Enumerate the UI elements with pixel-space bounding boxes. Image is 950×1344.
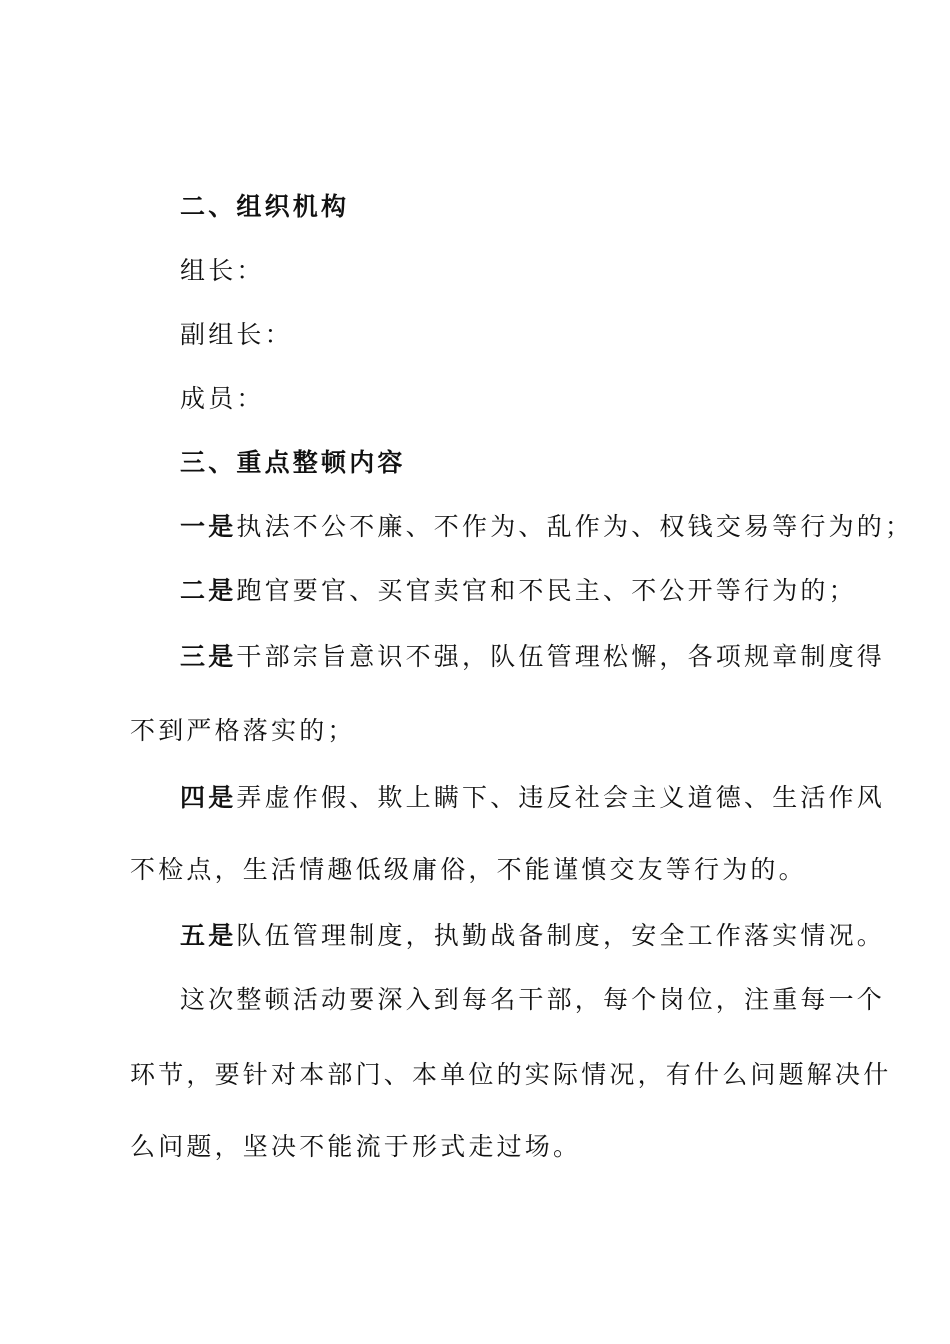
- section-heading-key-content: 三、重点整顿内容: [180, 448, 406, 477]
- item-five-text: 队伍管理制度，执勤战备制度，安全工作落实情况。: [236, 921, 886, 950]
- closing-paragraph-line-2: 环节，要针对本部门、本单位的实际情况，有什么问题解决什: [130, 1060, 892, 1089]
- leader-line: 组长：: [180, 256, 265, 285]
- item-five: [180, 919, 886, 953]
- item-one-prefix: 一是: [180, 512, 237, 541]
- item-four-prefix: 四是: [180, 783, 237, 812]
- deputy-leader-line: 副组长：: [180, 320, 293, 349]
- item-one-text: 执法不公不廉、不作为、乱作为、权钱交易等行为的；: [236, 512, 914, 541]
- item-four-continuation: 不检点，生活情趣低级庸俗，不能谨慎交友等行为的。: [130, 855, 807, 884]
- item-four: [180, 781, 886, 815]
- item-four-text: 弄虚作假、欺上瞒下、违反社会主义道德、生活作风: [236, 783, 886, 812]
- item-five-prefix: 五是: [180, 921, 237, 950]
- closing-paragraph-line-3: 么问题，坚决不能流于形式走过场。: [130, 1132, 582, 1161]
- item-three-continuation: 不到严格落实的；: [130, 716, 356, 745]
- item-two-prefix: 二是: [180, 576, 237, 605]
- members-line: 成员：: [180, 384, 265, 413]
- item-three: [180, 640, 886, 674]
- item-one: [180, 510, 914, 544]
- item-three-prefix: 三是: [180, 642, 237, 671]
- section-heading-organization: 二、组织机构: [180, 192, 350, 221]
- item-three-text: 干部宗旨意识不强，队伍管理松懈，各项规章制度得: [236, 642, 886, 671]
- item-two-text: 跑官要官、买官卖官和不民主、不公开等行为的；: [236, 576, 857, 605]
- item-two: [180, 574, 857, 608]
- closing-paragraph-line-1: 这次整顿活动要深入到每名干部，每个岗位，注重每一个: [180, 985, 886, 1014]
